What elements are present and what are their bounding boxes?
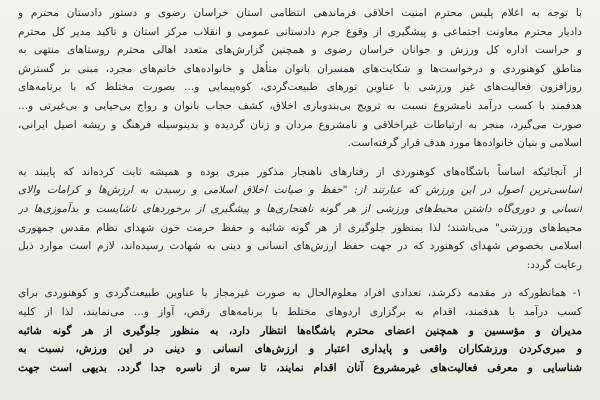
paragraph-gap [18,153,582,163]
text-line-bold: شناسایی و معرفی فعالیت‌های غیرمشروع آنان اقدام نمایند، تا سره از ناسره جدا گردد. بدیهی است جهت [18,361,582,374]
text-line: ۱- همانطورکه در مقدمه ذکرشد، تعدادی افراد معلوم‌الحال به صورت غیرمجاز با عناوین طبیعت‌گردی و کوهنوردی برای [18,287,582,300]
text-line: اسلامی و بنیان خانواده‌ها مورد هدف قرار گرفته‌است. [347,137,582,150]
text-line: کسب درآمد با هدفمند، اقدام به برگزاری اردوهای مختلط با برنامه‌های رقص، آواز و... می‌نمایند، لذا از کلیه [18,305,582,318]
text-line: روزافزون فعالیت‌های غیر ورزشی با عناوین تورهای طبیعت‌گردی، کوه‌پیمایی و... بصورت مختلط که با برنامه‌های [18,81,582,94]
text-line: دادیار محترم معاونت اجتماعی و پیشگیری از وقوع جرم دادستانی عمومی و انقلاب مرکز استان و تاکید مدیر کل محترم [18,25,582,38]
text-line: و حراست اداره کل ورزش و جوانان خراسان رضوی و همچنین گزارش‌های متعدد اهالی محترم روستاهای منتهی به [18,44,582,57]
paragraph-principles [18,163,582,275]
paragraph-intro [18,0,582,153]
paragraph-item-1 [18,284,582,377]
text-line: با توجه به اعلام پلیس محترم امنیت اخلاقی فرماندهی انتظامی استان خراسان رضوی و دستور دادستان محترم و [18,7,582,19]
text-line: هدفمند با کسب درآمد نامشروع نسبت به ترویج بی‌بندوباری اخلاق، کشف حجاب بانوان و رواج بی‌حیایی و بی‌غیرتی و... [18,99,582,112]
text-line: انسانی و دوری‌گاه داشتن محیط‌های ورزشی از هر گونه ناهنجاری‌ها و پیشگیری از برخوردهای ناشایست و بدآموزی‌ها در [18,202,582,215]
document-body [18,0,582,400]
text-line: رعایت گردد: [526,258,582,271]
text-line: صورت می‌گیرد، منجر به ارتباطات غیراخلاقی و نامشروع مردان و زنان گردیده و بدینوسیله فرهنگ و ریشه اصیل ایرانی، [18,118,582,131]
text-line: از آنجائیکه اساساً باشگاه‌های کوهنوردی از رفتارهای ناهنجار مذکور مبری بوده و همیشه ثابت کرده‌اند که پایبند به [18,165,582,178]
text-line-bold: و مبری‌کردن ورزشکاران واقعی و پایداری اعتبار و ارزش‌های انسانی و دینی در این ورزش، نسبت به [18,343,582,356]
text-line: اسلامی بخصوص شهدای کوهنورد که در جهت حفظ ارزش‌های انسانی و دینی به شهادت رسیده‌اند، لازم است موارد ذیل [18,240,582,253]
text-line: مناطق کوهنوردی و درخواست‌ها و شکایت‌های همسران بانوان متأهل و خانواده‌های خانم‌های مجرد، مبنی بر گسترش [18,62,582,75]
text-line: اساسی‌ترین اصول در این ورزش که عبارتند از: "حفظ و صیانت اخلاق اسلامی و رسیدن به ارزش‌ها و کرامات والای [18,184,582,197]
text-line: محیط‌های ورزشی" می‌باشند؛ لذا بمنظور جلوگیری از هر گونه شائبه و حفظ حرمت خون شهدای نظام مقدس جمهوری [18,221,582,234]
text-line-bold: مدیران و مؤسسین و همچنین اعضای محترم باشگاه‌ها انتظار دارد، به منظور جلوگیری از هر گونه شائبه [18,324,582,337]
paragraph-gap [18,274,582,284]
